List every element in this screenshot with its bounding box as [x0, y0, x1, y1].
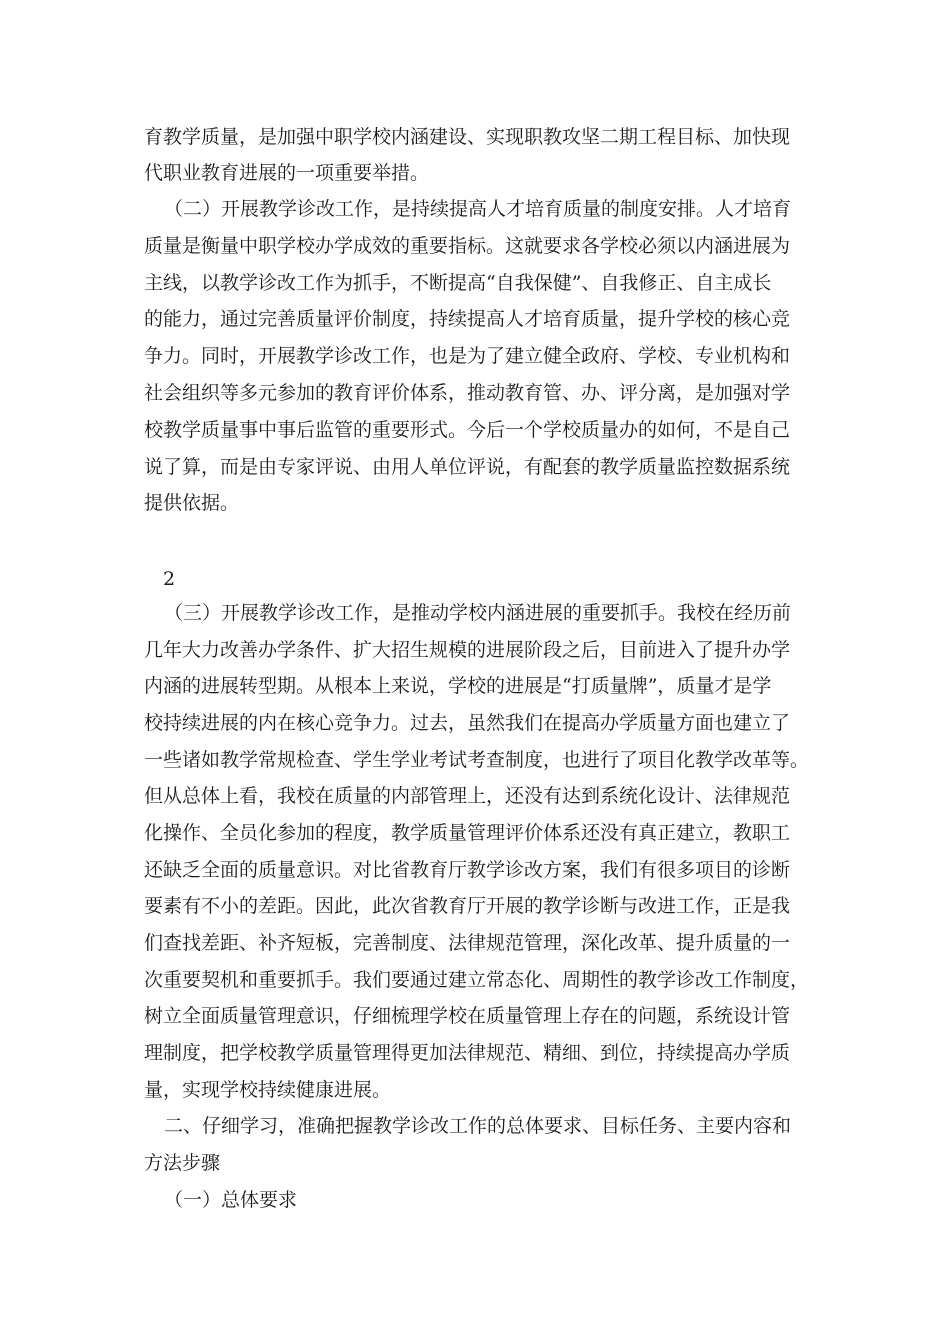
- section-heading-2: 二、仔细学习，准确把握教学诊改工作的总体要求、目标任务、主要内容和: [164, 1115, 792, 1137]
- text-line: 社会组织等多元参加的教育评价体系，推动教育管、办、评分离，是加强对学: [144, 382, 791, 404]
- text-line: 几年大力改善办学条件、扩大招生规模的进展阶段之后，目前进入了提升办学: [144, 639, 791, 661]
- text-line: 内涵的进展转型期。从根本上来说，学校的进展是“打质量牌”，质量才是学: [144, 675, 772, 697]
- text-line: 们查找差距、补齐短板，完善制度、法律规范管理，深化改革、提升质量的一: [144, 932, 791, 954]
- text-line: 化操作、全员化参加的程度，教学质量管理评价体系还没有真正建立，教职工: [144, 822, 791, 844]
- text-line: 量，实现学校持续健康进展。: [144, 1079, 392, 1101]
- text-line: 但从总体上看，我校在质量的内部管理上，还没有达到系统化设计、法律规范: [144, 785, 791, 807]
- text-line: 质量是衡量中职学校办学成效的重要指标。这就要求各学校必须以内涵进展为: [144, 235, 791, 257]
- text-line: 校持续进展的内在核心竞争力。过去，虽然我们在提高办学质量方面也建立了: [144, 712, 791, 734]
- text-line: 的能力，通过完善质量评价制度，持续提高人才培育质量，提升学校的核心竞: [144, 308, 791, 330]
- subsection-heading-1: （一）总体要求: [164, 1189, 298, 1211]
- text-line: 理制度，把学校教学质量管理得更加法律规范、精细、到位，持续提高办学质: [144, 1042, 791, 1064]
- text-line: 要素有不小的差距。因此，此次省教育厅开展的教学诊断与改进工作，正是我: [144, 895, 791, 917]
- text-line: 方法步骤: [144, 1152, 221, 1174]
- text-line: 还缺乏全面的质量意识。对比省教育厅教学诊改方案，我们有很多项目的诊断: [144, 859, 791, 881]
- text-line: 次重要契机和重要抓手。我们要通过建立常态化、周期性的教学诊改工作制度，: [144, 969, 810, 991]
- text-line: 校教学质量事中事后监管的重要形式。今后一个学校质量办的如何，不是自己: [144, 419, 791, 441]
- text-line: 提供依据。: [144, 492, 240, 514]
- text-line: 说了算，而是由专家评说、由用人单位评说，有配套的教学质量监控数据系统: [144, 456, 791, 478]
- page-number: 2: [163, 568, 176, 590]
- paragraph-heading-3: （三）开展教学诊改工作，是推动学校内涵进展的重要抓手。我校在经历前: [164, 602, 792, 624]
- text-line: 主线，以教学诊改工作为抓手，不断提高“自我保健”、自我修正、自主成长: [144, 272, 772, 294]
- text-line: 树立全面质量管理意识，仔细梳理学校在质量管理上存在的问题，系统设计管: [144, 1005, 791, 1027]
- text-line: 一些诸如教学常规检查、学生学业考试考查制度，也进行了项目化教学改革等。: [144, 749, 810, 771]
- paragraph-heading-2: （二）开展教学诊改工作，是持续提高人才培育质量的制度安排。人才培育: [164, 198, 792, 220]
- text-line: 争力。同时，开展教学诊改工作，也是为了建立健全政府、学校、专业机构和: [144, 345, 791, 367]
- text-line: 育教学质量，是加强中职学校内涵建设、实现职教攻坚二期工程目标、加快现: [144, 126, 791, 148]
- text-line: 代职业教育进展的一项重要举措。: [144, 162, 430, 184]
